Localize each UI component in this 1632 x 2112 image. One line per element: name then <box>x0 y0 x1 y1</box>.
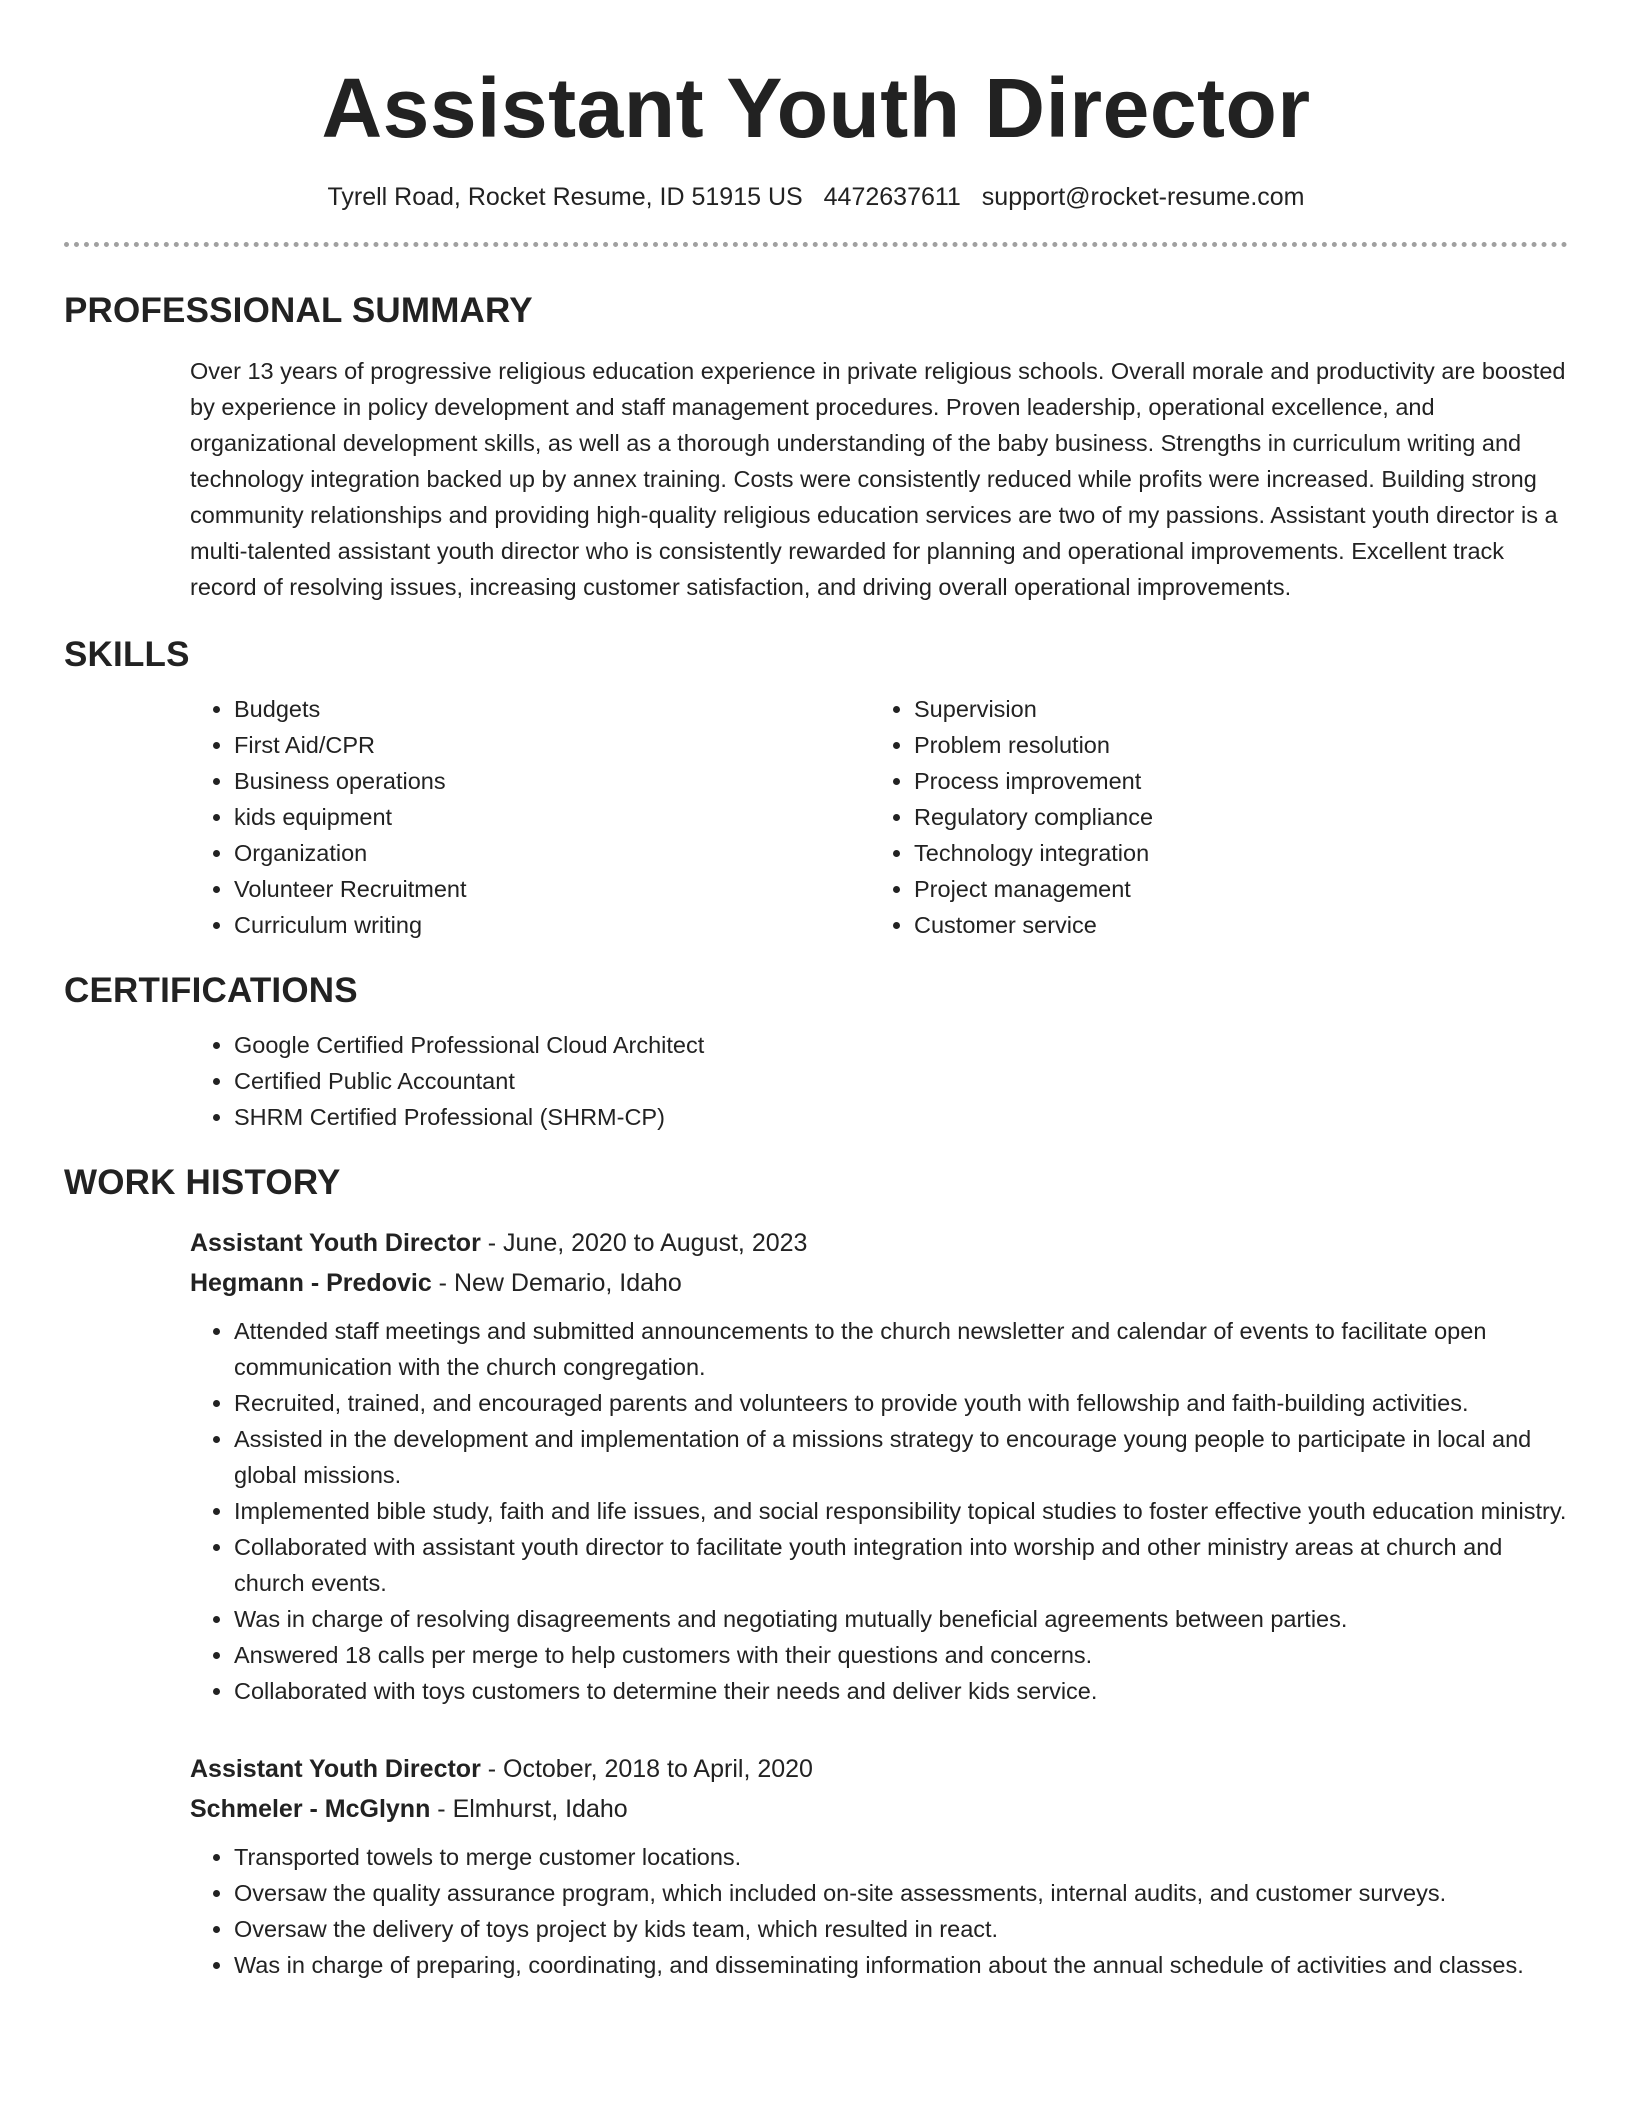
list-item: • Technology integration <box>914 835 1550 871</box>
list-item: • Customer service <box>914 907 1550 943</box>
skills-list <box>190 691 870 943</box>
job-location: - Elmhurst, Idaho <box>430 1795 628 1823</box>
skills-column-left <box>190 691 870 943</box>
list-item: • Business operations <box>234 763 870 799</box>
list-item: • Certified Public Accountant <box>234 1063 1568 1099</box>
list-item: • Volunteer Recruitment <box>234 871 870 907</box>
skills-list <box>870 691 1550 943</box>
job-entry <box>190 1749 1568 1983</box>
list-item: • Project management <box>914 871 1550 907</box>
list-item: • Organization <box>234 835 870 871</box>
certifications-list <box>190 1027 1568 1135</box>
section-title: CERTIFICATIONS <box>64 971 358 1010</box>
job-company-line <box>190 1263 1568 1303</box>
skills-column-right <box>870 691 1550 943</box>
header-divider <box>64 242 1568 247</box>
list-item: • Supervision <box>914 691 1550 727</box>
section-title: SKILLS <box>64 635 190 674</box>
section-title: WORK HISTORY <box>64 1163 341 1202</box>
summary-text: Over 13 years of progressive religious education experience in private religious schools. Overall morale and productivity are boosted by experience in policy development and staff management procedures. Proven leadership, operational excellence, and organizational development skills, as well as a thorough understanding of the baby business. Strengths in curriculum writing and technology integration backed up by annex training. Costs were consistently reduced while profits were increased. Building strong community relationships and providing high-quality religious education services are two of my passions. Assistant youth director is a multi-talented assistant youth director who is consistently rewarded for planning and operational improvements. Excellent track record of resolving issues, increasing customer satisfaction, and driving overall operational improvements. <box>190 358 1566 600</box>
job-company: Schmeler - McGlynn <box>190 1795 431 1823</box>
job-title-line <box>190 1223 1568 1263</box>
page-title: Assistant Youth Director <box>321 61 1311 155</box>
list-item: • kids equipment <box>234 799 870 835</box>
list-item: • Answered 18 calls per merge to help customers with their questions and concerns. <box>234 1637 1568 1673</box>
list-item: • Implemented bible study, faith and life issues, and social responsibility topical studies to foster effective youth education ministry. <box>234 1493 1568 1529</box>
list-item: • Collaborated with assistant youth director to facilitate youth integration into worship and other ministry areas at church and church events. <box>234 1529 1568 1601</box>
job-location: - New Demario, Idaho <box>431 1269 682 1297</box>
list-item: • Assisted in the development and implementation of a missions strategy to encourage young people to participate in local and global missions. <box>234 1421 1568 1493</box>
job-role: Assistant Youth Director <box>190 1229 481 1257</box>
job-company: Hegmann - Predovic <box>190 1269 432 1297</box>
list-item: • First Aid/CPR <box>234 727 870 763</box>
job-bullets <box>190 1313 1568 1709</box>
list-item: • Process improvement <box>914 763 1550 799</box>
professional-summary-section <box>64 289 1568 605</box>
section-title: PROFESSIONAL SUMMARY <box>64 291 533 330</box>
contact-line <box>64 182 1568 212</box>
list-item: • Recruited, trained, and encouraged parents and volunteers to provide youth with fellowship and faith-building activities. <box>234 1385 1568 1421</box>
address-text: Tyrell Road, Rocket Resume, ID 51915 US <box>327 183 803 211</box>
job-bullets <box>190 1839 1568 1983</box>
list-item: • SHRM Certified Professional (SHRM-CP) <box>234 1099 1568 1135</box>
list-item: • Oversaw the delivery of toys project by kids team, which resulted in react. <box>234 1911 1568 1947</box>
job-company-line <box>190 1789 1568 1829</box>
skills-columns <box>190 691 1568 943</box>
certifications-items <box>190 1027 1568 1135</box>
resume-page <box>64 0 1568 1983</box>
certifications-section <box>64 969 1568 1135</box>
work-history-section <box>64 1161 1568 1983</box>
list-item: • Was in charge of preparing, coordinating, and disseminating information about the annual schedule of activities and classes. <box>234 1947 1568 1983</box>
list-item: • Collaborated with toys customers to determine their needs and deliver kids service. <box>234 1673 1568 1709</box>
job-title-line <box>190 1749 1568 1789</box>
job-dates: - June, 2020 to August, 2023 <box>480 1229 808 1257</box>
list-item: • Curriculum writing <box>234 907 870 943</box>
list-item: • Attended staff meetings and submitted announcements to the church newsletter and calendar of events to facilitate open communication with the church congregation. <box>234 1313 1568 1385</box>
skills-section <box>64 633 1568 943</box>
list-item: • Problem resolution <box>914 727 1550 763</box>
list-item: • Budgets <box>234 691 870 727</box>
list-item: • Regulatory compliance <box>914 799 1550 835</box>
job-dates: - October, 2018 to April, 2020 <box>480 1755 813 1783</box>
job-entry <box>190 1223 1568 1709</box>
list-item: • Was in charge of resolving disagreements and negotiating mutually beneficial agreements between parties. <box>234 1601 1568 1637</box>
phone-text: 4472637611 <box>823 183 961 211</box>
job-role: Assistant Youth Director <box>190 1755 481 1783</box>
email-link[interactable]: support@rocket-resume.com <box>981 183 1305 211</box>
list-item: • Google Certified Professional Cloud Architect <box>234 1027 1568 1063</box>
list-item: • Oversaw the quality assurance program, which included on-site assessments, internal audits, and customer surveys. <box>234 1875 1568 1911</box>
list-item: • Transported towels to merge customer locations. <box>234 1839 1568 1875</box>
